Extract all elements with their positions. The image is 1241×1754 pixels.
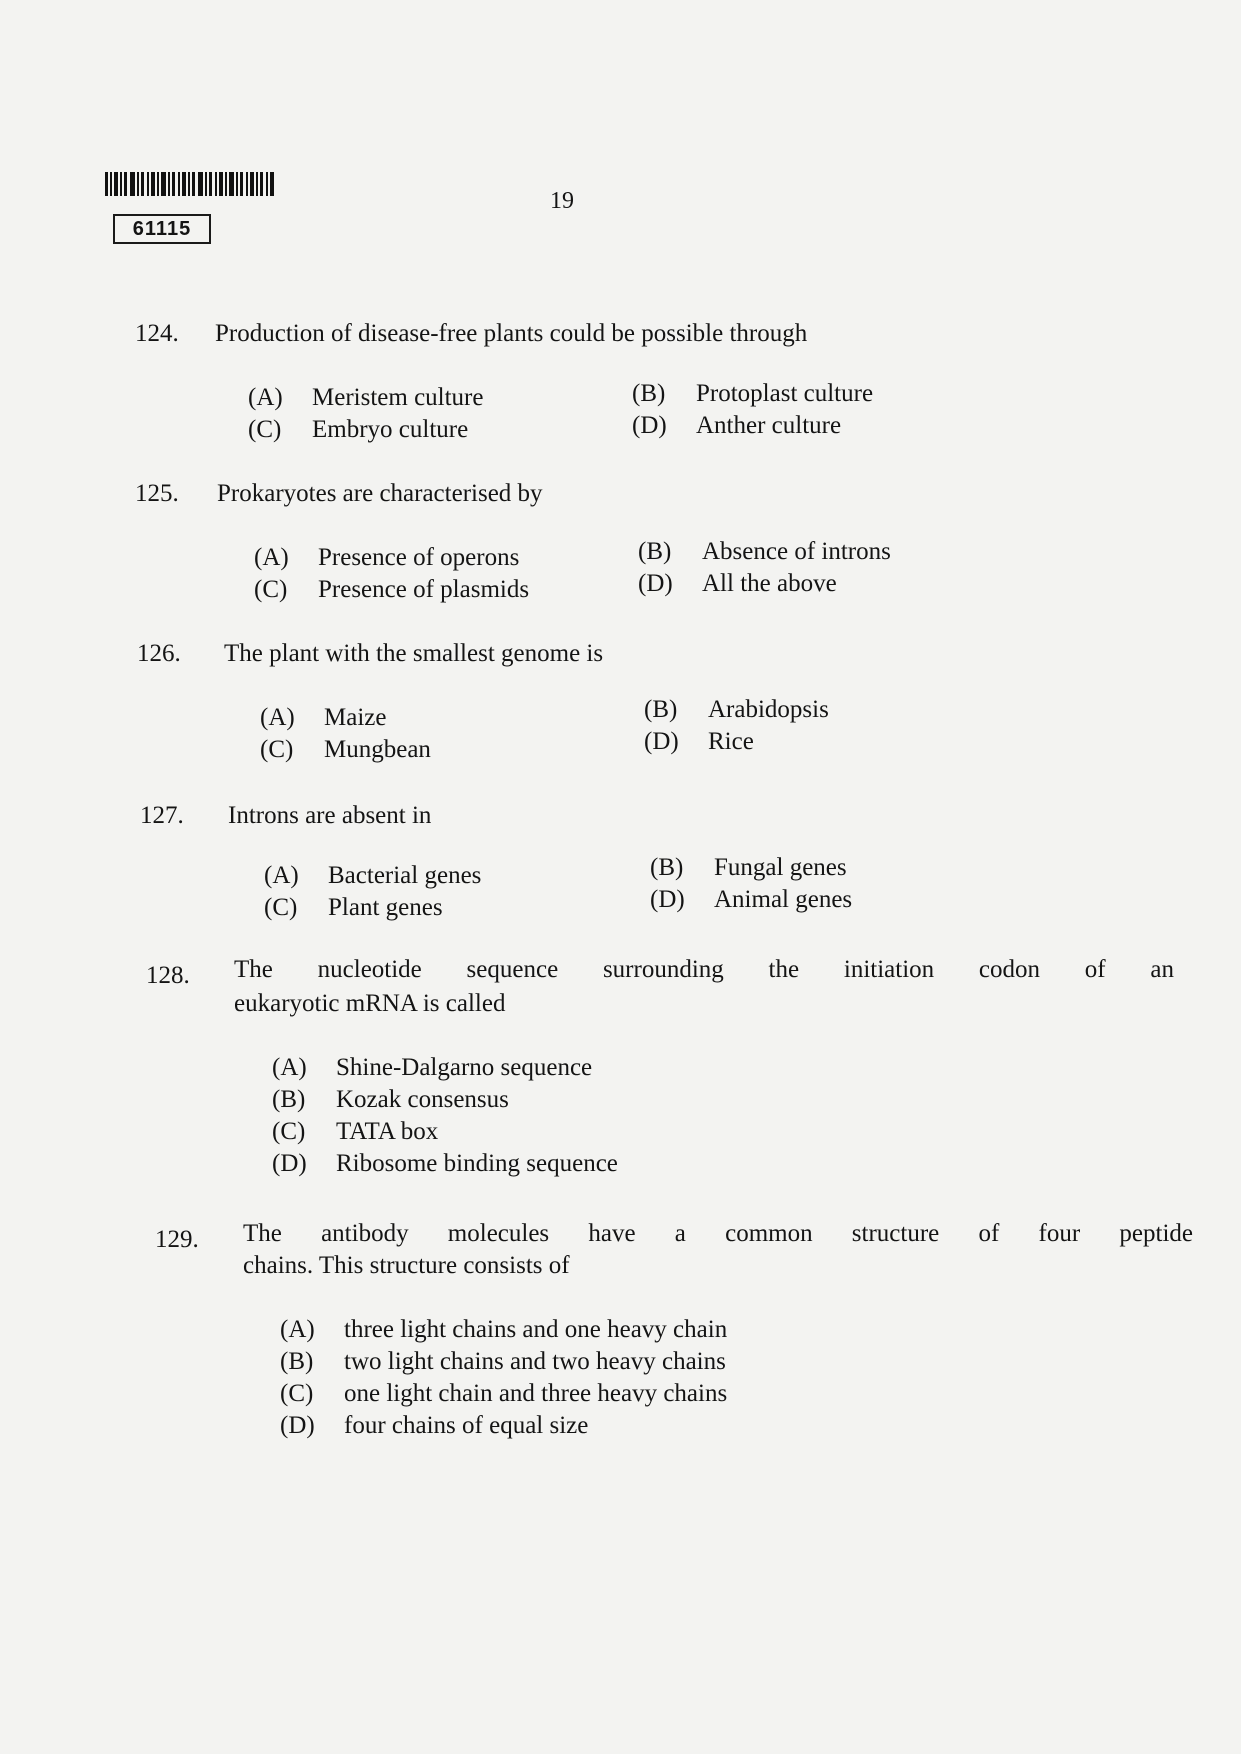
option-letter: (B) bbox=[272, 1086, 306, 1113]
option-letter: (A) bbox=[280, 1316, 315, 1343]
option-letter: (B) bbox=[638, 538, 672, 565]
option-letter: (C) bbox=[254, 576, 288, 603]
option-letter: (B) bbox=[644, 696, 678, 723]
option-d bbox=[644, 728, 754, 756]
question-number: 127. bbox=[140, 802, 184, 829]
option-text: Maize bbox=[324, 704, 387, 731]
question-text: Introns are absent in bbox=[228, 802, 432, 829]
option-text: Anther culture bbox=[696, 412, 842, 439]
question-124 bbox=[135, 320, 1135, 350]
option-text: four chains of equal size bbox=[344, 1412, 589, 1439]
question-text-line-2: eukaryotic mRNA is called bbox=[234, 990, 506, 1017]
option-d bbox=[632, 412, 841, 440]
option-b bbox=[638, 538, 891, 566]
paper-code: 61115 bbox=[113, 214, 211, 244]
option-letter: (B) bbox=[280, 1348, 314, 1375]
option-d bbox=[280, 1412, 588, 1440]
option-letter: (D) bbox=[638, 570, 673, 597]
option-b bbox=[280, 1348, 726, 1376]
question-text-line-1: The antibody molecules have a common structure of four peptide bbox=[243, 1220, 1193, 1247]
option-text: two light chains and two heavy chains bbox=[344, 1348, 726, 1375]
question-text: Prokaryotes are characterised by bbox=[217, 480, 543, 507]
option-letter: (C) bbox=[280, 1380, 314, 1407]
option-text: Ribosome binding sequence bbox=[336, 1150, 618, 1177]
option-c bbox=[280, 1380, 727, 1408]
question-129 bbox=[155, 1220, 1205, 1296]
page-number: 19 bbox=[550, 188, 574, 214]
option-b bbox=[272, 1086, 509, 1114]
option-text: Shine-Dalgarno sequence bbox=[336, 1054, 593, 1081]
question-125 bbox=[135, 480, 1135, 510]
option-letter: (C) bbox=[248, 416, 282, 443]
option-letter: (A) bbox=[260, 704, 295, 731]
option-text: three light chains and one heavy chain bbox=[344, 1316, 728, 1343]
option-d bbox=[650, 886, 852, 914]
option-letter: (A) bbox=[248, 384, 283, 411]
option-text: Fungal genes bbox=[714, 854, 847, 881]
option-d bbox=[272, 1150, 618, 1178]
option-text: Arabidopsis bbox=[708, 696, 829, 723]
option-a bbox=[264, 862, 481, 890]
option-letter: (B) bbox=[650, 854, 684, 881]
option-letter: (B) bbox=[632, 380, 666, 407]
option-letter: (C) bbox=[260, 736, 294, 763]
question-number: 124. bbox=[135, 320, 179, 347]
question-number: 126. bbox=[137, 640, 181, 667]
option-letter: (D) bbox=[650, 886, 685, 913]
option-text: one light chain and three heavy chains bbox=[344, 1380, 728, 1407]
option-text: Embryo culture bbox=[312, 416, 469, 443]
option-a bbox=[280, 1316, 727, 1344]
question-text-line-1: The nucleotide sequence surrounding the initiation codon of an bbox=[234, 956, 1174, 983]
option-c bbox=[248, 416, 468, 444]
option-letter: (A) bbox=[272, 1054, 307, 1081]
option-text: Meristem culture bbox=[312, 384, 484, 411]
question-number: 129. bbox=[155, 1226, 199, 1253]
question-127 bbox=[140, 802, 1140, 832]
question-text-line-2: chains. This structure consists of bbox=[243, 1252, 570, 1279]
option-text: Plant genes bbox=[328, 894, 443, 921]
option-text: Mungbean bbox=[324, 736, 431, 763]
question-number: 125. bbox=[135, 480, 179, 507]
option-b bbox=[632, 380, 873, 408]
option-b bbox=[644, 696, 829, 724]
option-text: Presence of operons bbox=[318, 544, 520, 571]
option-letter: (C) bbox=[264, 894, 298, 921]
option-text: All the above bbox=[702, 570, 837, 597]
option-text: Protoplast culture bbox=[696, 380, 874, 407]
option-a bbox=[254, 544, 519, 572]
question-128 bbox=[146, 956, 1186, 1032]
option-text: Animal genes bbox=[714, 886, 853, 913]
question-text: The plant with the smallest genome is bbox=[224, 640, 604, 667]
question-126 bbox=[137, 640, 1137, 670]
question-number: 128. bbox=[146, 962, 190, 989]
option-text: Kozak consensus bbox=[336, 1086, 509, 1113]
option-d bbox=[638, 570, 837, 598]
option-text: Rice bbox=[708, 728, 754, 755]
option-a bbox=[248, 384, 483, 412]
option-letter: (D) bbox=[272, 1150, 307, 1177]
option-c bbox=[260, 736, 431, 764]
option-letter: (C) bbox=[272, 1118, 306, 1145]
option-letter: (D) bbox=[632, 412, 667, 439]
option-text: Bacterial genes bbox=[328, 862, 482, 889]
option-c bbox=[272, 1118, 438, 1146]
option-text: Absence of introns bbox=[702, 538, 891, 565]
option-letter: (D) bbox=[280, 1412, 315, 1439]
option-c bbox=[264, 894, 443, 922]
option-a bbox=[260, 704, 386, 732]
barcode bbox=[105, 172, 275, 202]
option-letter: (D) bbox=[644, 728, 679, 755]
option-b bbox=[650, 854, 847, 882]
option-text: Presence of plasmids bbox=[318, 576, 530, 603]
option-c bbox=[254, 576, 529, 604]
question-text: Production of disease-free plants could be possible through bbox=[215, 320, 808, 347]
option-text: TATA box bbox=[336, 1118, 439, 1145]
option-letter: (A) bbox=[264, 862, 299, 889]
option-letter: (A) bbox=[254, 544, 289, 571]
option-a bbox=[272, 1054, 592, 1082]
